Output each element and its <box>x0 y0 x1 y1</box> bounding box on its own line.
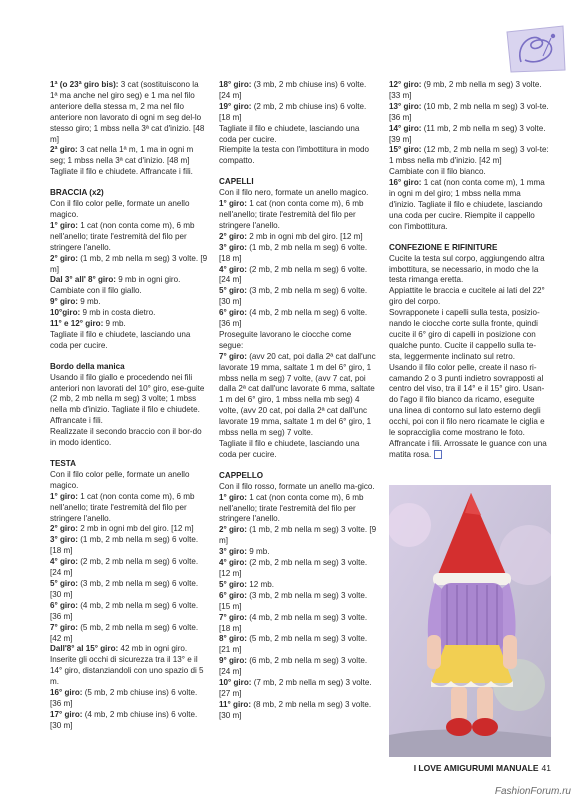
step-text: (9 mb, 2 mb nella m seg) 3 volte. [33 m] <box>389 80 542 100</box>
step-text: (4 mb, 2 mb nella m seg) 3 volte. [18 m] <box>219 612 368 633</box>
paragraph-text: Proseguite lavorano le ciocche come segue: <box>219 329 352 350</box>
step-text: 1 cat (non conta come m), 6 mb nell'anello; tirate l'estremità del filo per stringere l'anello. <box>219 492 364 524</box>
step-label: 2° giro: <box>219 231 247 241</box>
paragraph-text: Cambiate con il filo giallo. <box>50 286 142 296</box>
paragraph-text: Tagliate il filo e chiudete, lasciando una coda per cucire. <box>219 439 360 459</box>
step-text: (3 mb, 2 mb nella m seg) 3 volte. [15 m] <box>219 590 368 611</box>
step-label: 7° giro: <box>219 612 247 622</box>
paragraph <box>50 330 208 352</box>
paragraph-text: Cucite la testa sul corpo, aggiungendo altra imbottitura, se necessario, in modo che la testa rimanga eretta. <box>389 253 545 285</box>
step-text: (3 mb, 2 mb nella m seg) 6 volte. [30 m] <box>50 578 199 599</box>
step-text: 9 mb in ogni giro. <box>115 275 181 285</box>
section-heading: CAPPELLO <box>219 470 264 480</box>
instruction-step <box>50 80 208 145</box>
instruction-step <box>50 492 208 525</box>
step-text: (1 mb, 2 mb nella m seg) 3 volte. [9 m] <box>219 525 377 546</box>
step-text: 3 cat (sostituiscono la 1ª ma anche nel giro seg) e 1 ma nel filo anteriore della stessa m, 2 ma nel filo anteriore non lavorato di ogni m seg del-lo stesso giro; 1 mbss nella 3ª cat d'inizio. [48 m] <box>50 80 205 144</box>
step-text: (3 mb, 2 mb chiuse ins) 6 volte. [24 m] <box>219 80 367 100</box>
paragraph-text: Tagliate il filo e chiudete, lasciando una coda per cucire. <box>219 123 360 144</box>
step-text: (2 mb, 2 mb chiuse ins) 6 volte. [18 m] <box>219 101 367 122</box>
step-label: 1ª (o 23ª giro bis): <box>50 80 119 89</box>
step-label: 19° giro: <box>219 101 252 111</box>
paragraph <box>389 308 549 363</box>
step-label: 16° giro: <box>389 178 422 188</box>
paragraph <box>219 124 377 146</box>
amigurumi-doll-photo <box>389 485 551 757</box>
step-label: 11° e 12° giro: <box>50 319 104 329</box>
step-text: (4 mb, 2 mb nella m seg) 6 volte. [36 m] <box>50 600 199 621</box>
paragraph <box>389 363 549 461</box>
paragraph <box>219 330 377 352</box>
instruction-step <box>50 710 208 732</box>
instruction-step <box>50 308 208 319</box>
step-label: 5° giro: <box>50 578 78 588</box>
step-text: (6 mb, 2 mb nella m seg) 3 volte. [24 m] <box>219 656 368 677</box>
step-label: 1° giro: <box>219 492 247 502</box>
instruction-step <box>219 102 377 124</box>
step-label: 9° giro: <box>219 656 247 666</box>
instruction-step <box>219 199 377 232</box>
instruction-step <box>219 265 377 287</box>
instruction-step <box>219 493 377 526</box>
paragraph <box>219 482 377 493</box>
instruction-step <box>50 145 208 167</box>
step-label: Dal 3° all' 8° giro: <box>50 275 116 285</box>
step-text: (10 mb, 2 mb nella m seg) 3 vol-te. [36 m] <box>389 101 549 122</box>
text-column-1 <box>50 80 208 732</box>
paragraph-text: Riempite la testa con l'imbottitura in modo compatto. <box>219 145 369 166</box>
instruction-step <box>50 319 208 330</box>
instruction-step <box>50 557 208 579</box>
step-text: 1 cat (non conta come m), 6 mb nell'anello; tirate l'estremità del filo per stringere l'anello. <box>219 199 364 230</box>
paragraph <box>389 286 549 308</box>
step-text: 3 cat nella 1ª m, 1 ma in ogni m seg; 1 mbss nella 3ª cat d'inizio. [48 m] <box>50 145 194 166</box>
paragraph <box>389 167 549 178</box>
instruction-step <box>219 656 377 678</box>
step-text: (4 mb, 2 mb nella m seg) 6 volte. [36 m] <box>219 308 368 329</box>
step-text: 1 cat (non conta come m), 6 mb nell'anello; tirate l'estremità del filo per stringere l'anello. <box>50 491 195 523</box>
paragraph <box>50 427 208 449</box>
instruction-step <box>389 145 549 167</box>
instruction-step <box>219 700 377 722</box>
step-label: 6° giro: <box>50 600 78 610</box>
step-label: 12° giro: <box>389 80 422 89</box>
instruction-step <box>219 547 377 558</box>
paragraph-text: Usando il filo giallo e procedendo nei fili anteriori non lavorati del 10° giro, ese-guite (2 mb, 2 mb nella m seg) 3 volte; 1 mbss nella mb d'inizio. Tagliate il filo e chiudete. Affrancate i fili. <box>50 372 205 426</box>
step-text: (12 mb, 2 mb nella m seg) 3 vol-te: 1 mbss nella mb d'inizio. [42 m] <box>389 145 549 166</box>
paragraph <box>50 470 208 492</box>
instruction-step <box>219 243 377 265</box>
step-text: 1 cat (non conta come m), 1 mma in ogni m del giro; 1 mbss nella mma d'inizio. Tagliate il filo e chiudete, lasciando una coda per cucire. Riempite il cappello con l'imbottitura. <box>389 178 545 231</box>
step-label: 3° giro: <box>50 535 78 545</box>
paragraph <box>50 199 208 221</box>
paragraph <box>50 167 208 178</box>
paragraph <box>219 145 377 167</box>
step-label: 17° giro: <box>50 709 83 719</box>
instruction-step <box>219 613 377 635</box>
step-label: 5° giro: <box>219 286 247 296</box>
step-label: 4° giro: <box>219 558 247 568</box>
magazine-logo <box>503 22 569 76</box>
text-column-3 <box>389 80 549 461</box>
step-text: 9 mb in costa dietro. <box>80 308 156 318</box>
instruction-step <box>50 524 208 535</box>
step-text: 9 mb. <box>103 319 126 329</box>
section-heading: BRACCIA (x2) <box>50 188 104 198</box>
paragraph-text: Usando il filo color pelle, create il naso ri-camando 2 o 3 punti indietro sovrapposti al centro del viso, tra il 14° e il 15° giro. Usan-do l'ago il filo bianco da ricamo, eseguite una linea di contorno sul lato esterno degli occhi, poi con il filo nero ricamate le ciglia e le sopracciglia come mostrano le foto. Affrancate i fili. Arrossate le guance con una matita rosa. <box>389 362 547 459</box>
step-label: 2ª giro: <box>50 145 78 155</box>
step-text: 2 mb in ogni mb del giro. [12 m] <box>246 231 363 241</box>
paragraph <box>389 254 549 287</box>
step-text: (5 mb, 2 mb nella m seg) 6 volte. [42 m] <box>50 622 199 643</box>
step-text: (5 mb, 2 mb chiuse ins) 6 volte. [36 m] <box>50 688 198 708</box>
instruction-step <box>389 178 549 233</box>
section-heading: Bordo della manica <box>50 361 125 371</box>
instruction-step <box>50 535 208 557</box>
step-text: 42 mb in ogni giro. <box>118 644 188 654</box>
paragraph-text: Con il filo rosso, formate un anello ma-gico. <box>219 481 375 491</box>
section-heading: CAPELLI <box>219 177 254 187</box>
step-label: 3° giro: <box>219 242 247 252</box>
instruction-step <box>219 308 377 330</box>
step-label: 18° giro: <box>219 80 252 89</box>
paragraph-text: Con il filo color pelle, formate un anello magico. <box>50 199 190 219</box>
step-text: (4 mb, 2 mb chiuse ins) 6 volte. [30 m] <box>50 709 198 730</box>
step-label: 1° giro: <box>219 199 247 209</box>
step-text: (7 mb, 2 mb nella m seg) 3 volte. [27 m] <box>219 678 372 698</box>
step-label: 6° giro: <box>219 590 247 600</box>
step-label: 9° giro: <box>50 297 78 307</box>
step-text: (2 mb, 2 mb nella m seg) 3 volte. [12 m] <box>219 558 368 578</box>
step-text: 2 mb in ogni mb del giro. [12 m] <box>77 524 194 534</box>
instruction-step <box>219 558 377 580</box>
paragraph-text: Con il filo nero, formate un anello magico. <box>219 188 369 198</box>
paragraph-text: Sovrapponete i capelli sulla testa, posizio-nando le ciocche corte sulla fronte, quindi cucite il 6° giro di capelli in posizione con qualche punto. Cucite il cappello sulla te-sta, leggermente inclinato sul retro. <box>389 308 540 361</box>
instruction-step <box>50 254 208 276</box>
step-text: (2 mb, 2 mb nella m seg) 6 volte. [24 m] <box>50 557 199 578</box>
instruction-step <box>219 580 377 591</box>
step-label: 16° giro: <box>50 688 83 698</box>
instruction-step <box>219 678 377 700</box>
step-label: 7° giro: <box>50 622 78 632</box>
instruction-step <box>50 275 208 286</box>
step-label: 11° giro: <box>219 699 252 709</box>
step-label: 1° giro: <box>50 491 78 501</box>
watermark: FashionForum.ru <box>494 786 571 797</box>
step-label: 10° giro: <box>219 678 252 688</box>
instruction-step <box>219 525 377 547</box>
instruction-step <box>50 579 208 601</box>
paragraph-text: Tagliate il filo e chiudete, lasciando una coda per cucire. <box>50 329 191 350</box>
step-text: (2 mb, 2 mb nella m seg) 6 volte. [24 m] <box>219 264 368 285</box>
step-label: 8° giro: <box>219 634 247 644</box>
step-text: (1 mb, 2 mb nella m seg) 6 volte. [18 m] <box>219 242 368 263</box>
step-label: Dall'8° al 15° giro: <box>50 644 119 654</box>
step-text: 1 cat (non conta come m), 6 mb nell'anello; tirate l'estremità del filo per stringere l'anello. <box>50 220 195 252</box>
instruction-step <box>219 634 377 656</box>
instruction-step <box>219 591 377 613</box>
step-label: 15° giro: <box>389 145 422 155</box>
section-heading: TESTA <box>50 459 76 468</box>
step-label: 4° giro: <box>50 557 78 567</box>
instruction-step <box>389 102 549 124</box>
step-label: 5° giro: <box>219 579 247 589</box>
instruction-step <box>219 232 377 243</box>
instruction-step <box>219 286 377 308</box>
paragraph <box>50 655 208 688</box>
paragraph-text: Con il filo color pelle, formate un anello magico. <box>50 469 190 490</box>
instruction-step <box>50 297 208 308</box>
page-footer <box>414 763 551 773</box>
step-label: 14° giro: <box>389 123 422 133</box>
instruction-step <box>50 601 208 623</box>
step-text: (8 mb, 2 mb nella m seg) 3 volte. [30 m] <box>219 699 372 720</box>
step-text: (1 mb, 2 mb nella m seg) 6 volte. [18 m] <box>50 535 199 556</box>
instruction-step <box>389 80 549 102</box>
paragraph-text: Cambiate con il filo bianco. <box>389 167 486 177</box>
step-text: (5 mb, 2 mb nella m seg) 3 volte. [21 m] <box>219 634 368 655</box>
instruction-step <box>50 644 208 655</box>
instruction-step <box>50 221 208 254</box>
paragraph-text: Realizzate il secondo braccio con il bor-do in modo identico. <box>50 427 202 448</box>
end-of-article-mark <box>434 450 442 459</box>
page-number: 41 <box>541 763 551 773</box>
paragraph <box>50 373 208 428</box>
step-label: 13° giro: <box>389 101 422 111</box>
text-column-2 <box>219 80 377 722</box>
step-label: 4° giro: <box>219 264 247 274</box>
step-label: 10°giro: <box>50 308 81 318</box>
paragraph-text: Appiattite le braccia e cucitele ai lati del 22° giro del corpo. <box>389 286 545 307</box>
step-text: 9 mb. <box>77 297 101 307</box>
instruction-step <box>389 124 549 146</box>
magazine-title: I LOVE AMIGURUMI MANUALE <box>413 763 539 773</box>
instruction-step <box>50 688 208 710</box>
step-text: (1 mb, 2 mb nella m seg) 3 volte. [9 m] <box>50 253 208 274</box>
instruction-step <box>219 352 377 439</box>
instruction-step <box>50 623 208 645</box>
instruction-step <box>219 80 377 102</box>
step-text: (avv 20 cat, poi dalla 2ª cat dall'unc lavorate 19 mma, saltate 1 m del 6° giro, 1 mbss nella m seg) 7 volte, (avv 7 cat, poi dalla 2ª cat dall'unc lavorate 6 mma, saltate 1 m del 6° giro, 1 mbss nella mb seg) 4 volte, (avv 20 cat, poi dalla 2ª cat dall'unc lavorate 19 mma, saltate 1 m del 6° giro, 1 mbss nella m seg) 7 volte. <box>219 351 376 438</box>
section-heading: CONFEZIONE E RIFINITURE <box>389 242 498 252</box>
step-label: 1° giro: <box>50 220 78 230</box>
paragraph <box>50 286 208 297</box>
paragraph <box>219 188 377 199</box>
paragraph <box>219 439 377 461</box>
step-text: (11 mb, 2 mb nella m seg) 3 volte. [39 m] <box>389 123 546 144</box>
step-label: 2° giro: <box>50 524 78 534</box>
step-text: 12 mb. <box>246 579 274 589</box>
step-label: 2° giro: <box>50 253 78 263</box>
step-label: 3° giro: <box>219 547 247 557</box>
step-label: 7° giro: <box>219 351 247 361</box>
step-text: (3 mb, 2 mb nella m seg) 6 volte. [30 m] <box>219 286 368 307</box>
step-text: 9 mb. <box>246 547 270 557</box>
paragraph-text: Tagliate il filo e chiudete. Affrancate i fili. <box>50 167 193 177</box>
step-label: 2° giro: <box>219 525 247 535</box>
paragraph-text: Inserite gli occhi di sicurezza tra il 13° e il 14° giro, distanziandoli con uno spazio di 5 m. <box>50 655 204 687</box>
step-label: 6° giro: <box>219 308 247 318</box>
